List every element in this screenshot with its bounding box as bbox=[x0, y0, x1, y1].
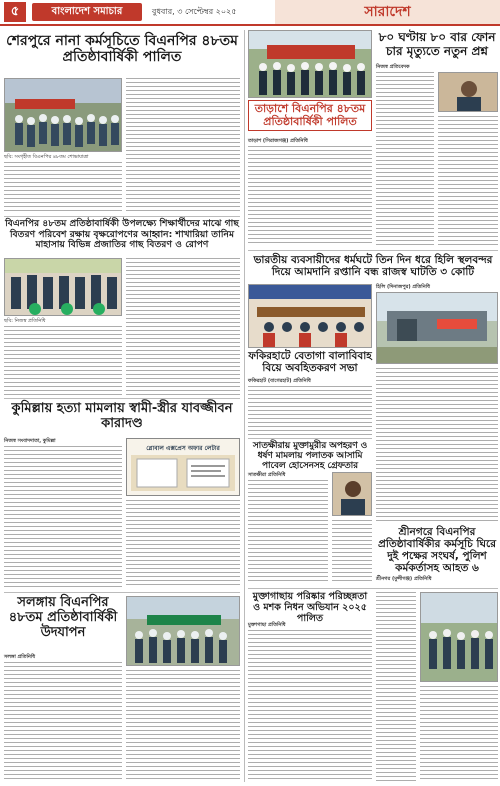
advertisement[interactable] bbox=[126, 438, 240, 496]
sherpur-body-left bbox=[4, 162, 122, 214]
muktagacha-byline: মুক্তাগাছা প্রতিনিধি bbox=[248, 622, 286, 628]
srinagar-photo bbox=[420, 592, 498, 682]
tarash-photo-image bbox=[249, 31, 372, 98]
satkhira-photo-image bbox=[333, 473, 372, 516]
tarash-body bbox=[248, 146, 372, 246]
tarash-headline: তাড়াশে বিএনপির ৪৮তম প্রতিষ্ঠাবার্ষিকী পালিত bbox=[248, 100, 372, 131]
divider bbox=[4, 398, 240, 399]
phone-calls-body-left bbox=[376, 72, 434, 248]
salanga-headline: সলঙ্গায় বিএনপির ৪৮তম প্রতিষ্ঠাবার্ষিকী উদযাপন bbox=[8, 595, 118, 640]
tree-plantation-caption: ছবি: নিজস্ব প্রতিনিধি bbox=[4, 318, 46, 324]
phone-calls-headline-line1: ৮০ ঘণ্টায় ৮০ বার ফোন bbox=[378, 30, 496, 44]
divider bbox=[248, 438, 372, 439]
divider bbox=[4, 592, 240, 593]
tree-plantation-body-right bbox=[126, 258, 240, 396]
satkhira-photo bbox=[332, 472, 372, 516]
phone-calls-body-right bbox=[438, 116, 498, 248]
muktagacha-headline: মুক্তাগাছায় পরিষ্কার পরিচ্ছন্নতা ও মশক নিধন অভিযান ২০২৫ পালিত bbox=[252, 591, 368, 624]
salanga-byline: সলঙ্গা প্রতিনিধি bbox=[4, 654, 36, 660]
sherpur-headline: শেরপুরে নানা কর্মসূচিতে বিএনপির ৪৮তম প্রতিষ্ঠাবার্ষিকী পালিত bbox=[6, 33, 238, 66]
ad-image bbox=[131, 455, 235, 491]
cumilla-byline: নিজস্ব সংবাদদাতা, কুমিল্লা bbox=[4, 438, 56, 444]
satkhira-body-right bbox=[332, 520, 372, 584]
sherpur-photo-image bbox=[5, 79, 122, 152]
section-title: সারাদেশ bbox=[275, 0, 500, 24]
srinagar-body-left bbox=[376, 592, 416, 782]
hili-photo bbox=[376, 292, 498, 364]
muktagacha-body bbox=[248, 630, 372, 782]
divider bbox=[248, 588, 498, 589]
tree-plantation-photo-image bbox=[5, 259, 122, 316]
fakirhat-photo-image bbox=[249, 285, 372, 348]
sherpur-photo-caption: ছবি: সংগৃহীত বিএনপির ৪৮তম শোভাযাত্রা bbox=[4, 154, 89, 160]
tarash-photo bbox=[248, 30, 372, 98]
tree-plantation-headline: বিএনপির ৪৮তম প্রতিষ্ঠাবার্ষিকী উপলক্ষ্যে শিক্ষার্থীদের মাঝে গাছ বিতরণ পরিবেশ রক্ষায় বৃক্ষরোপণের আহ্বান: শাখারিয়া তানিম মাহাসায় বিভিন্ন প্রজাতির গাছ বিতরণ ও রোপণ bbox=[5, 218, 239, 251]
srinagar-photo-image bbox=[421, 593, 498, 682]
srinagar-body-right bbox=[420, 686, 498, 782]
salanga-photo bbox=[126, 596, 240, 666]
fakirhat-photo bbox=[248, 284, 372, 348]
salanga-body bbox=[4, 662, 122, 782]
divider bbox=[248, 250, 498, 251]
srinagar-headline: শ্রীনগরে বিএনপির প্রতিষ্ঠাবার্ষিকীর কর্মসূচি ঘিরে দুই পক্ষের সংঘর্ষ, পুলিশ কর্মকর্তাসহ আহত ৬ bbox=[378, 526, 496, 575]
salanga-photo-image bbox=[127, 597, 240, 666]
phone-calls-headline bbox=[376, 31, 498, 59]
cumilla-body bbox=[4, 446, 122, 588]
tree-plantation-body-left bbox=[4, 326, 122, 396]
sherpur-photo bbox=[4, 78, 122, 152]
ad-text: গ্লোবাল এক্সপ্রেস অফার লেটার bbox=[146, 445, 220, 452]
tarash-byline: তাড়াশ (সিরাজগঞ্জ) প্রতিনিধি bbox=[248, 138, 308, 144]
phone-calls-byline: নিজস্ব প্রতিবেদক bbox=[376, 64, 410, 70]
phone-calls-headline-line2: চার মৃত্যুতে নতুন প্রশ্ন bbox=[386, 43, 488, 58]
hili-headline: ভারতীয় ব্যবসায়ীদের ধর্মঘটে তিন দিন ধরে হিলি স্থলবন্দর দিয়ে আমদানি রপ্তানি বন্ধ রাজস্ব ঘাটতি ৩ কোটি bbox=[253, 254, 493, 279]
paper-name-logo: বাংলাদেশ সমাচার bbox=[32, 3, 142, 21]
phone-calls-photo-image bbox=[439, 73, 498, 112]
cumilla-body-right bbox=[126, 500, 240, 588]
issue-date: বুধবার, ৩ সেপ্টেম্বর ২০২৫ bbox=[152, 6, 237, 16]
fakirhat-byline: ফকিরহাট (বাগেরহাট) প্রতিনিধি bbox=[248, 378, 311, 384]
fakirhat-body bbox=[248, 386, 372, 436]
cumilla-headline: কুমিল্লায় হত্যা মামলায় স্বামী-স্ত্রীর যাবজ্জীবন কারাদণ্ড bbox=[11, 401, 233, 431]
phone-calls-photo bbox=[438, 72, 498, 112]
page-number: ৫ bbox=[4, 2, 26, 22]
hili-body bbox=[376, 368, 498, 522]
hili-photo-image bbox=[377, 293, 498, 364]
fakirhat-headline: ফকিরহাটে বেতাগা বালাবিবাহ বিয়ে অবহিতকরণ সভা bbox=[248, 350, 372, 375]
satkhira-byline: সাতক্ষীরা প্রতিনিধি bbox=[248, 472, 286, 478]
srinagar-byline: শ্রীনগর (মুন্সীগঞ্জ) প্রতিনিধি bbox=[376, 576, 432, 582]
satkhira-body bbox=[248, 480, 328, 584]
divider bbox=[4, 216, 240, 217]
column-divider bbox=[244, 30, 245, 782]
tree-plantation-photo bbox=[4, 258, 122, 316]
hili-byline: হিলি (দিনাজপুর) প্রতিনিধি bbox=[376, 284, 430, 290]
satkhira-headline: সাতক্ষীরায় মুক্তামুরীর অপহরণ ও ধর্ষণ মামলায় পলাতক আসামি পাবেল হোসেনসহ গ্রেফতার bbox=[252, 441, 368, 472]
salanga-body-right bbox=[126, 670, 240, 782]
sherpur-body-right bbox=[126, 78, 240, 214]
